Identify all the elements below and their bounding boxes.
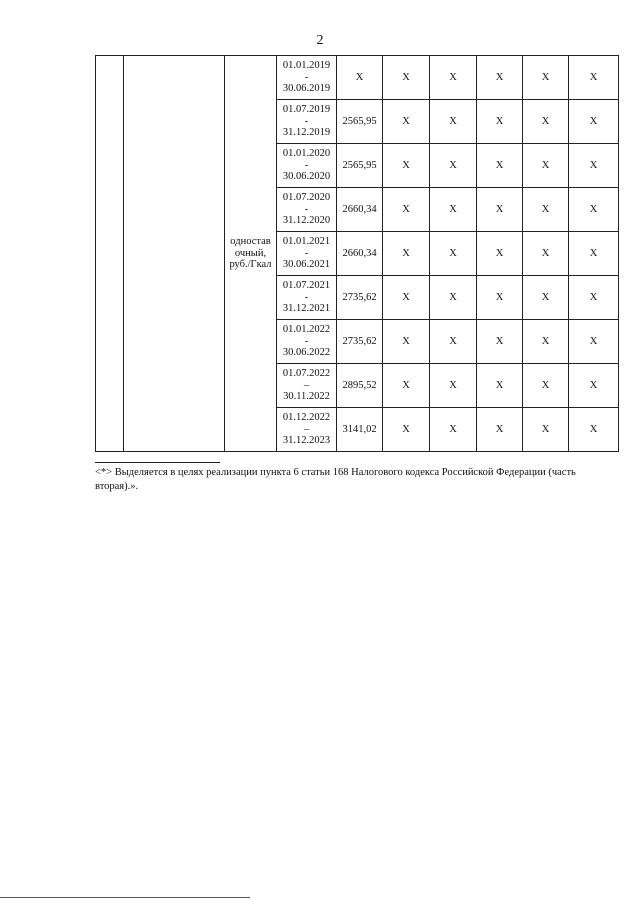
value-cell: X — [430, 276, 477, 320]
value-cell: X — [523, 364, 569, 408]
value-cell: X — [430, 188, 477, 232]
value-cell: X — [523, 320, 569, 364]
value-cell: X — [477, 232, 523, 276]
tariff-value: 2735,62 — [337, 276, 383, 320]
value-cell: X — [523, 188, 569, 232]
period-sep: - — [304, 71, 309, 83]
period-sep: – — [303, 423, 310, 435]
table-row — [96, 56, 619, 100]
period-from: 01.01.2019 — [282, 60, 331, 72]
value-cell: X — [477, 144, 523, 188]
value-cell: X — [569, 232, 619, 276]
tariff-table — [95, 55, 619, 452]
tariff-value: 2565,95 — [337, 144, 383, 188]
tariff-value: 3141,02 — [337, 408, 383, 452]
value-cell: X — [383, 364, 430, 408]
value-cell: X — [477, 320, 523, 364]
value-cell: X — [430, 408, 477, 452]
period-cell — [277, 320, 337, 364]
tariff-value: 2660,34 — [337, 232, 383, 276]
value-cell: X — [569, 56, 619, 100]
period-to: 31.12.2021 — [282, 303, 331, 315]
value-cell: X — [523, 232, 569, 276]
period-from: 01.07.2021 — [282, 280, 331, 292]
value-cell: X — [523, 56, 569, 100]
tariff-value: 2565,95 — [337, 100, 383, 144]
value-cell: X — [430, 56, 477, 100]
value-cell: X — [569, 276, 619, 320]
value-cell: X — [569, 144, 619, 188]
period-from: 01.01.2021 — [282, 236, 331, 248]
value-cell: X — [569, 320, 619, 364]
period-to: 30.06.2020 — [282, 171, 331, 183]
period-from: 01.07.2022 — [282, 368, 331, 380]
unit-label: одностав очный, руб./Гкал — [225, 56, 277, 452]
value-cell: X — [383, 276, 430, 320]
value-cell: X — [523, 100, 569, 144]
tariff-value: 2735,62 — [337, 320, 383, 364]
period-to: 31.12.2020 — [282, 215, 331, 227]
period-to: 31.12.2023 — [282, 435, 331, 447]
period-cell — [277, 408, 337, 452]
period-cell — [277, 364, 337, 408]
footnote-divider — [95, 462, 220, 463]
value-cell: X — [383, 188, 430, 232]
blank-col-1 — [96, 56, 124, 452]
period-cell — [277, 188, 337, 232]
period-cell — [277, 144, 337, 188]
value-cell: X — [569, 100, 619, 144]
period-from: 01.07.2019 — [282, 104, 331, 116]
period-cell — [277, 232, 337, 276]
value-cell: X — [383, 320, 430, 364]
period-cell — [277, 276, 337, 320]
blank-col-2 — [124, 56, 225, 452]
value-cell: X — [383, 232, 430, 276]
value-cell: X — [569, 364, 619, 408]
period-from: 01.01.2020 — [282, 148, 331, 160]
period-sep: - — [304, 247, 309, 259]
value-cell: X — [569, 188, 619, 232]
value-cell: X — [383, 56, 430, 100]
value-cell: X — [523, 276, 569, 320]
period-from: 01.12.2022 — [282, 412, 331, 424]
period-sep: - — [304, 203, 309, 215]
period-sep: - — [304, 291, 309, 303]
value-cell: X — [430, 320, 477, 364]
tariff-value: 2660,34 — [337, 188, 383, 232]
period-from: 01.07.2020 — [282, 192, 331, 204]
value-cell: X — [383, 100, 430, 144]
period-cell — [277, 56, 337, 100]
value-cell: X — [430, 232, 477, 276]
period-sep: – — [303, 379, 310, 391]
value-cell: X — [523, 144, 569, 188]
value-cell: X — [430, 100, 477, 144]
period-sep: - — [304, 115, 309, 127]
tariff-table-body — [96, 56, 619, 452]
value-cell: X — [430, 364, 477, 408]
value-cell: X — [523, 408, 569, 452]
period-to: 30.11.2022 — [283, 391, 330, 403]
period-to: 31.12.2019 — [282, 127, 331, 139]
value-cell: X — [569, 408, 619, 452]
value-cell: X — [477, 364, 523, 408]
period-sep: - — [304, 159, 309, 171]
value-cell: X — [477, 188, 523, 232]
value-cell: X — [430, 144, 477, 188]
value-cell: X — [477, 276, 523, 320]
value-cell: X — [383, 144, 430, 188]
value-cell: X — [383, 408, 430, 452]
period-cell — [277, 100, 337, 144]
tariff-value: X — [337, 56, 383, 100]
value-cell: X — [477, 56, 523, 100]
period-to: 30.06.2019 — [282, 83, 331, 95]
period-from: 01.01.2022 — [282, 324, 331, 336]
bottom-edge-line — [0, 897, 250, 898]
value-cell: X — [477, 100, 523, 144]
period-sep: - — [304, 335, 309, 347]
period-to: 30.06.2022 — [282, 347, 331, 359]
footnote-text: <*> Выделяется в целях реализации пункта 6 статьи 168 Налогового кодекса Российской Федерации (часть вторая).». — [95, 467, 576, 493]
period-to: 30.06.2021 — [282, 259, 331, 271]
page-number: 2 — [316, 33, 324, 48]
value-cell: X — [477, 408, 523, 452]
tariff-value: 2895,52 — [337, 364, 383, 408]
